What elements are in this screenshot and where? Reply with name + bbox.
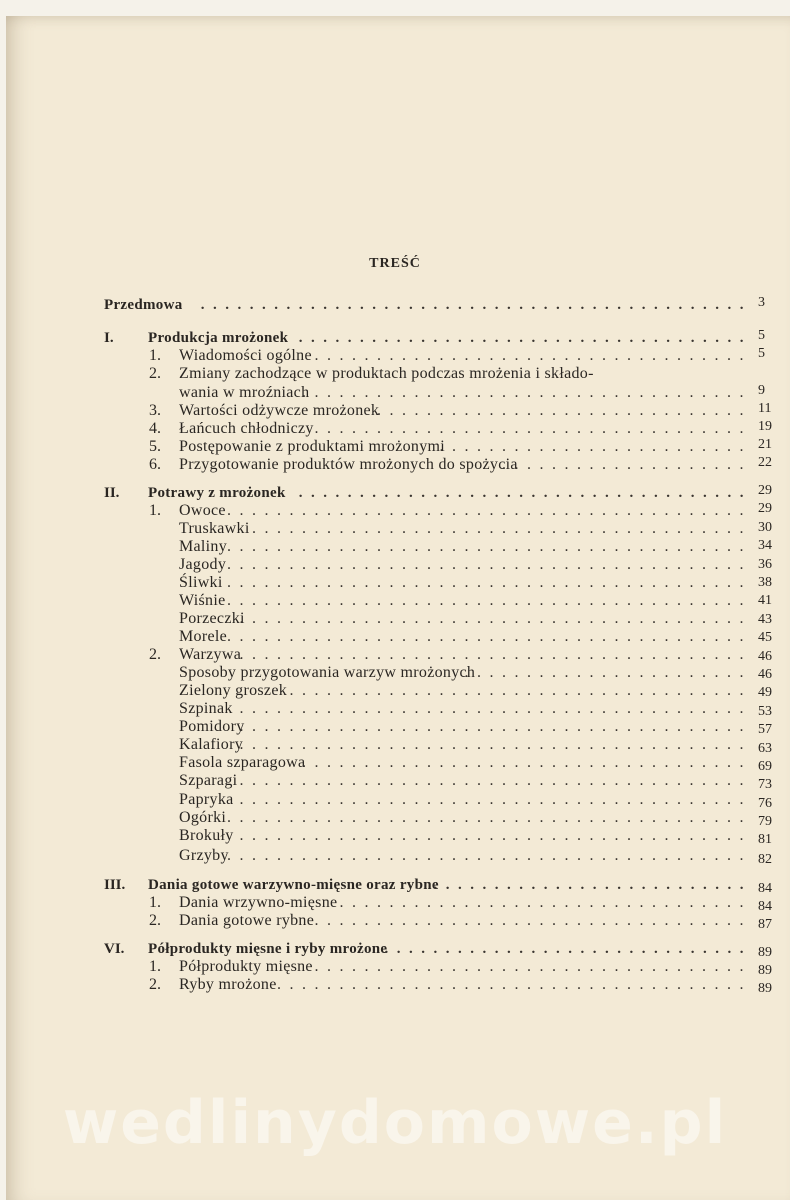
toc-entry xyxy=(149,894,752,912)
toc-entry xyxy=(179,718,752,736)
toc-leader-dots: ......................... xyxy=(439,438,752,455)
toc-entry xyxy=(149,347,752,365)
toc-entry-page: 45 xyxy=(758,630,772,646)
toc-entry xyxy=(179,847,752,865)
toc-leader-dots: .......................................... xyxy=(227,502,752,519)
toc-entry-page: 22 xyxy=(758,455,772,470)
toc-entry-page: 87 xyxy=(758,917,772,932)
toc-entry xyxy=(179,574,752,592)
toc-entry-label: Ogórki xyxy=(179,809,227,826)
toc-entry-label: Dania gotowe rybne xyxy=(179,912,315,929)
toc-entry xyxy=(149,958,752,976)
toc-entry-label: Przygotowanie produktów mrożonych do spożycia xyxy=(179,456,518,473)
toc-leader-dots: ......................................... xyxy=(239,827,752,844)
toc-entry-number: 1. xyxy=(149,347,161,364)
toc-leader-dots: .......................................... xyxy=(227,628,752,645)
toc-leader-dots: .............................. xyxy=(384,941,752,957)
toc-entry xyxy=(149,438,752,456)
toc-entry xyxy=(104,484,752,502)
toc-leader-dots: ................................... xyxy=(314,912,752,929)
toc-entry xyxy=(149,402,752,420)
toc-entry xyxy=(179,827,752,845)
toc-entry-page: 53 xyxy=(758,703,772,719)
toc-entry-label: Potrawy z mrożonek xyxy=(148,485,286,501)
toc-leader-dots: .................... xyxy=(502,456,752,473)
toc-leader-dots: ......................................... xyxy=(239,791,752,808)
toc-entry-page: 9 xyxy=(758,383,765,398)
toc-entry-number: I. xyxy=(104,330,114,346)
toc-entry-page xyxy=(758,363,790,381)
toc-entry-label: Pomidory xyxy=(179,718,245,735)
toc-entry-label: Półprodukty mięsne i ryby mrożone xyxy=(148,941,388,957)
toc-entry-page: 5 xyxy=(758,328,765,343)
toc-entry-page: 38 xyxy=(758,575,772,590)
toc-leader-dots: ......................................... xyxy=(239,610,752,627)
toc-leader-dots: .............................. xyxy=(377,402,752,419)
toc-entry-label: Fasola szparagowa xyxy=(179,754,306,771)
toc-entry-number: 2. xyxy=(149,912,161,929)
toc-entry-number: 1. xyxy=(149,894,161,911)
toc-entry-label: Szpinak xyxy=(179,700,233,717)
toc-leader-dots: .......................................... xyxy=(227,809,752,826)
page-title: TREŚĆ xyxy=(369,256,421,271)
toc-leader-dots: .......................................... xyxy=(227,592,752,609)
toc-entry-label: wania w mroźniach xyxy=(179,384,310,401)
toc-entry xyxy=(179,772,752,790)
toc-entry-page: 43 xyxy=(758,611,772,627)
watermark: wedlinydomowe.pl xyxy=(62,1088,728,1158)
toc-leader-dots: ......................................... xyxy=(239,772,752,789)
toc-entry-number: 2. xyxy=(149,976,161,993)
toc-entry-page: 89 xyxy=(758,963,772,978)
toc-entry xyxy=(104,940,752,958)
toc-entry-page: 19 xyxy=(758,419,772,434)
toc-entry-page: 57 xyxy=(758,722,772,738)
toc-entry xyxy=(149,456,752,474)
toc-entry-label: Maliny xyxy=(179,538,228,555)
toc-leader-dots: .......................................... xyxy=(227,538,752,555)
toc-entry-page: 29 xyxy=(758,483,772,498)
toc-entry-label: Postępowanie z produktami mrożonymi xyxy=(179,438,446,455)
toc-entry-label: Śliwki xyxy=(179,574,223,591)
toc-entry-page: 49 xyxy=(758,685,772,701)
toc-leader-dots: ........................................ xyxy=(252,520,752,537)
toc-leader-dots: .......................................... xyxy=(227,847,752,864)
toc-entry-label: Zmiany zachodzące w produktach podczas mrożenia i składo- xyxy=(179,365,594,382)
toc-entry-label: Brokuły xyxy=(179,827,234,844)
toc-entry xyxy=(179,628,752,646)
toc-entry xyxy=(104,876,752,894)
toc-leader-dots: ................................... xyxy=(314,958,752,975)
toc-entry xyxy=(149,646,752,664)
toc-entry xyxy=(179,682,752,700)
toc-leader-dots: ......................................... xyxy=(239,718,752,735)
toc-entry-label: Warzywa xyxy=(179,646,242,663)
toc-entry xyxy=(179,809,752,827)
toc-entry xyxy=(149,502,752,520)
toc-leader-dots: ..................................... xyxy=(298,485,752,501)
toc-entry-page: 34 xyxy=(758,538,772,554)
toc-entry-number: 2. xyxy=(149,365,161,382)
toc-leader-dots: .......................... xyxy=(433,877,752,893)
toc-entry-label: Szparagi xyxy=(179,772,238,789)
toc-entry-number: 1. xyxy=(149,502,161,519)
toc-entry xyxy=(179,700,752,718)
toc-entry-label: Morele xyxy=(179,628,228,645)
toc-entry-page: 46 xyxy=(758,648,772,664)
toc-entry xyxy=(179,754,752,772)
toc-entry xyxy=(179,664,752,682)
toc-leader-dots: .......................................... xyxy=(227,574,752,591)
toc-entry-page: 3 xyxy=(758,295,765,310)
toc-entry xyxy=(149,912,752,930)
toc-entry-label: Sposoby przygotowania warzyw mrożonych xyxy=(179,664,476,681)
toc-entry-number: 2. xyxy=(149,646,161,663)
toc-entry-number: II. xyxy=(104,485,120,501)
toc-entry-page: 89 xyxy=(758,981,772,996)
toc-leader-dots: ......................................... xyxy=(239,646,752,663)
toc-entry-page: 81 xyxy=(758,832,772,847)
toc-leader-dots: ............................................. xyxy=(200,297,752,313)
toc-entry-label: Papryka xyxy=(179,791,234,808)
toc-entry-label: Truskawki xyxy=(179,520,250,537)
toc-leader-dots: ...................................... xyxy=(277,976,752,993)
toc-leader-dots: ..................................... xyxy=(289,682,752,699)
toc-entry-page: 73 xyxy=(758,777,772,792)
toc-entry-page: 41 xyxy=(758,593,772,609)
toc-entry-number: 1. xyxy=(149,958,161,975)
toc-entry xyxy=(179,791,752,809)
toc-entry-number: 3. xyxy=(149,402,161,419)
toc-entry-number: VI. xyxy=(104,941,125,957)
toc-entry-label: Owoce xyxy=(179,502,226,519)
toc-entry-page: 76 xyxy=(758,796,772,811)
toc-entry-label: Przedmowa xyxy=(104,297,183,313)
toc-entry-label: Wartości odżywcze mrożonek xyxy=(179,402,380,419)
toc-entry-page: 84 xyxy=(758,881,772,896)
toc-entry-label: Dania gotowe warzywno-mięsne oraz rybne xyxy=(148,877,439,893)
toc-leader-dots: ................................. xyxy=(339,894,752,911)
toc-entry xyxy=(104,296,752,314)
toc-entry xyxy=(104,329,752,347)
toc-entry xyxy=(179,538,752,556)
toc-entry xyxy=(149,365,752,383)
toc-entry-page: 63 xyxy=(758,740,772,756)
toc-entry xyxy=(179,384,752,402)
toc-entry-label: Wiśnie xyxy=(179,592,226,609)
toc-entry xyxy=(179,520,752,538)
toc-entry-page: 36 xyxy=(758,556,772,572)
toc-entry-page: 69 xyxy=(758,759,772,774)
toc-leader-dots: ................................... xyxy=(314,420,752,437)
toc-leader-dots: .......................................... xyxy=(227,556,752,573)
toc-entry-number: 4. xyxy=(149,420,161,437)
toc-entry-page: 21 xyxy=(758,437,772,452)
toc-entry-number: 6. xyxy=(149,456,161,473)
toc-leader-dots: ....................... xyxy=(464,664,752,681)
toc-entry-label: Ryby mrożone xyxy=(179,976,277,993)
toc-entry-label: Zielony groszek xyxy=(179,682,288,699)
toc-entry-label: Wiadomości ogólne xyxy=(179,347,312,364)
toc-entry xyxy=(179,592,752,610)
toc-entry-page: 82 xyxy=(758,852,772,867)
toc-entry-label: Jagody xyxy=(179,556,227,573)
toc-entry-page: 29 xyxy=(758,501,772,517)
toc-entry xyxy=(149,420,752,438)
toc-entry-label: Półprodukty mięsne xyxy=(179,958,313,975)
toc-entry-page: 5 xyxy=(758,346,765,361)
toc-leader-dots: ................................... xyxy=(314,347,752,364)
toc-entry-label: Kalafiory xyxy=(179,736,244,753)
toc-entry-page: 11 xyxy=(758,401,772,416)
toc-leader-dots: ..................................... xyxy=(298,330,752,346)
toc-entry-label: Porzeczki xyxy=(179,610,245,627)
toc-entry-label: Łańcuch chłodniczy xyxy=(179,420,314,437)
toc-entry-page: 46 xyxy=(758,667,772,682)
toc-leader-dots: ......................................... xyxy=(239,736,752,753)
toc-entry xyxy=(179,556,752,574)
toc-entry-label: Grzyby xyxy=(179,847,229,864)
toc-leader-dots: .................................... xyxy=(302,384,752,401)
toc-entry-label: Dania wrzywno-mięsne xyxy=(179,894,338,911)
toc-entry-number: 5. xyxy=(149,438,161,455)
toc-entry-number: III. xyxy=(104,877,126,893)
toc-entry-page: 79 xyxy=(758,814,772,829)
toc-entry-page: 30 xyxy=(758,519,772,535)
toc-entry-page: 84 xyxy=(758,899,772,914)
toc-entry-label: Produkcja mrożonek xyxy=(148,330,289,346)
toc-entry-page: 89 xyxy=(758,945,772,960)
toc-entry xyxy=(179,736,752,754)
toc-entry xyxy=(149,976,752,994)
toc-leader-dots: ......................................... xyxy=(239,700,752,717)
toc-leader-dots: .................................... xyxy=(302,754,752,771)
toc-entry xyxy=(179,610,752,628)
